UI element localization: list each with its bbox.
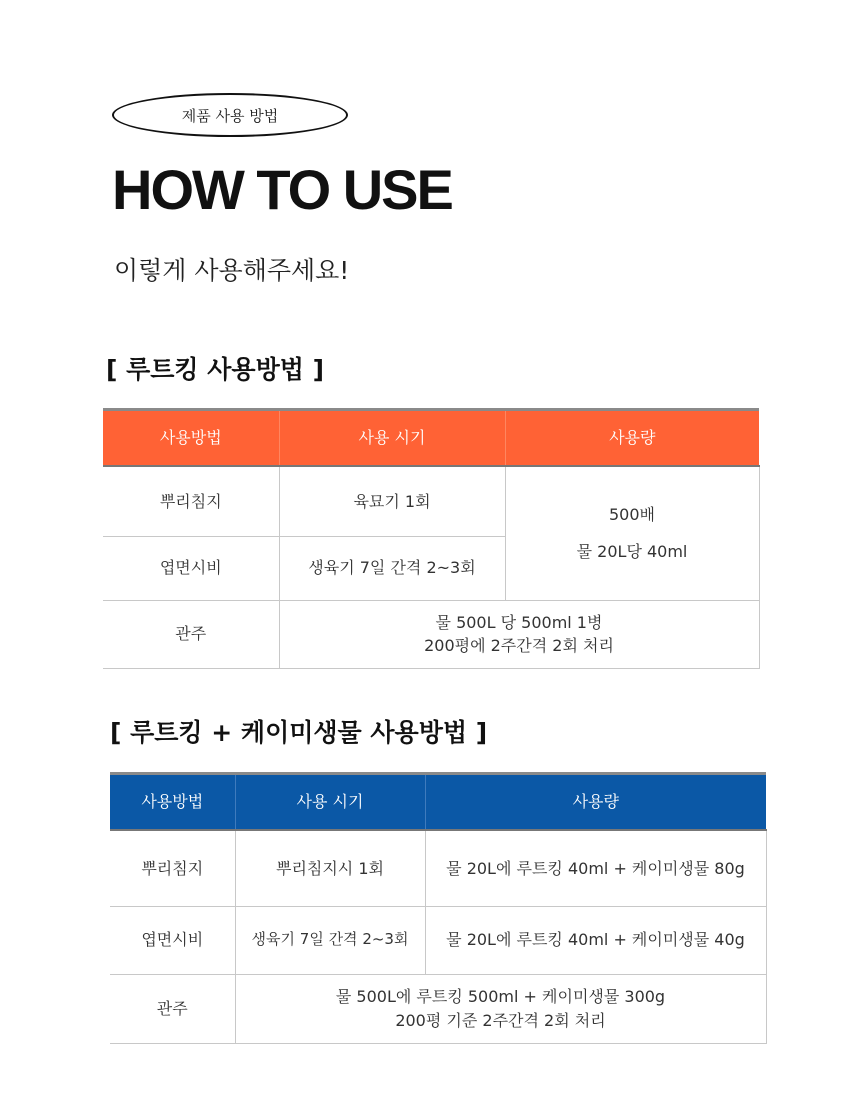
rootking-kmicrobe-usage-table <box>110 772 767 1044</box>
table-row <box>110 974 766 1043</box>
table-row <box>103 466 759 536</box>
cell-method: 관주 <box>103 600 279 668</box>
section1-title: [ 루트킹 사용방법 ] <box>106 355 325 384</box>
cell-timing: 뿌리침지시 1회 <box>235 830 425 906</box>
section2-title: [ 루트킹 + 케이미생물 사용방법 ] <box>110 718 488 747</box>
cell-method: 엽면시비 <box>110 906 235 974</box>
cell-method: 관주 <box>110 974 235 1043</box>
cell-timing: 육묘기 1회 <box>279 466 505 536</box>
cell-amount-merged <box>505 466 759 600</box>
amount-dose: 물 20L당 40ml <box>576 542 688 562</box>
badge-label: 제품 사용 방법 <box>181 106 279 125</box>
table-header-row <box>110 774 766 831</box>
drench-line-1: 물 500L 당 500ml 1병 <box>435 612 603 632</box>
cell-method: 뿌리침지 <box>103 466 279 536</box>
table-row <box>110 830 766 906</box>
cell-amount: 물 20L에 루트킹 40ml + 케이미생물 80g <box>425 830 766 906</box>
rootking-usage-table <box>103 408 760 669</box>
cell-drench <box>235 974 766 1043</box>
table-header-row <box>103 410 759 467</box>
page-title: HOW TO USE <box>112 158 452 221</box>
cell-method: 엽면시비 <box>103 536 279 600</box>
cell-method: 뿌리침지 <box>110 830 235 906</box>
header-method: 사용방법 <box>103 410 279 467</box>
header-method: 사용방법 <box>110 774 235 831</box>
header-amount: 사용량 <box>505 410 759 467</box>
page-subtitle: 이렇게 사용해주세요! <box>114 256 350 285</box>
table-row <box>110 906 766 974</box>
drench-line-2: 200평 기준 2주간격 2회 처리 <box>395 1010 606 1030</box>
drench-line-1: 물 500L에 루트킹 500ml + 케이미생물 300g <box>335 987 666 1007</box>
cell-amount: 물 20L에 루트킹 40ml + 케이미생물 40g <box>425 906 766 974</box>
header-amount: 사용량 <box>425 774 766 831</box>
header-timing: 사용 시기 <box>279 410 505 467</box>
amount-ratio: 500배 <box>609 505 655 525</box>
cell-drench <box>279 600 759 668</box>
cell-timing: 생육기 7일 간격 2~3회 <box>279 536 505 600</box>
section-badge <box>112 93 348 137</box>
drench-line-2: 200평에 2주간격 2회 처리 <box>424 636 614 655</box>
table-row <box>103 600 759 668</box>
cell-timing: 생육기 7일 간격 2~3회 <box>235 906 425 974</box>
header-timing: 사용 시기 <box>235 774 425 831</box>
